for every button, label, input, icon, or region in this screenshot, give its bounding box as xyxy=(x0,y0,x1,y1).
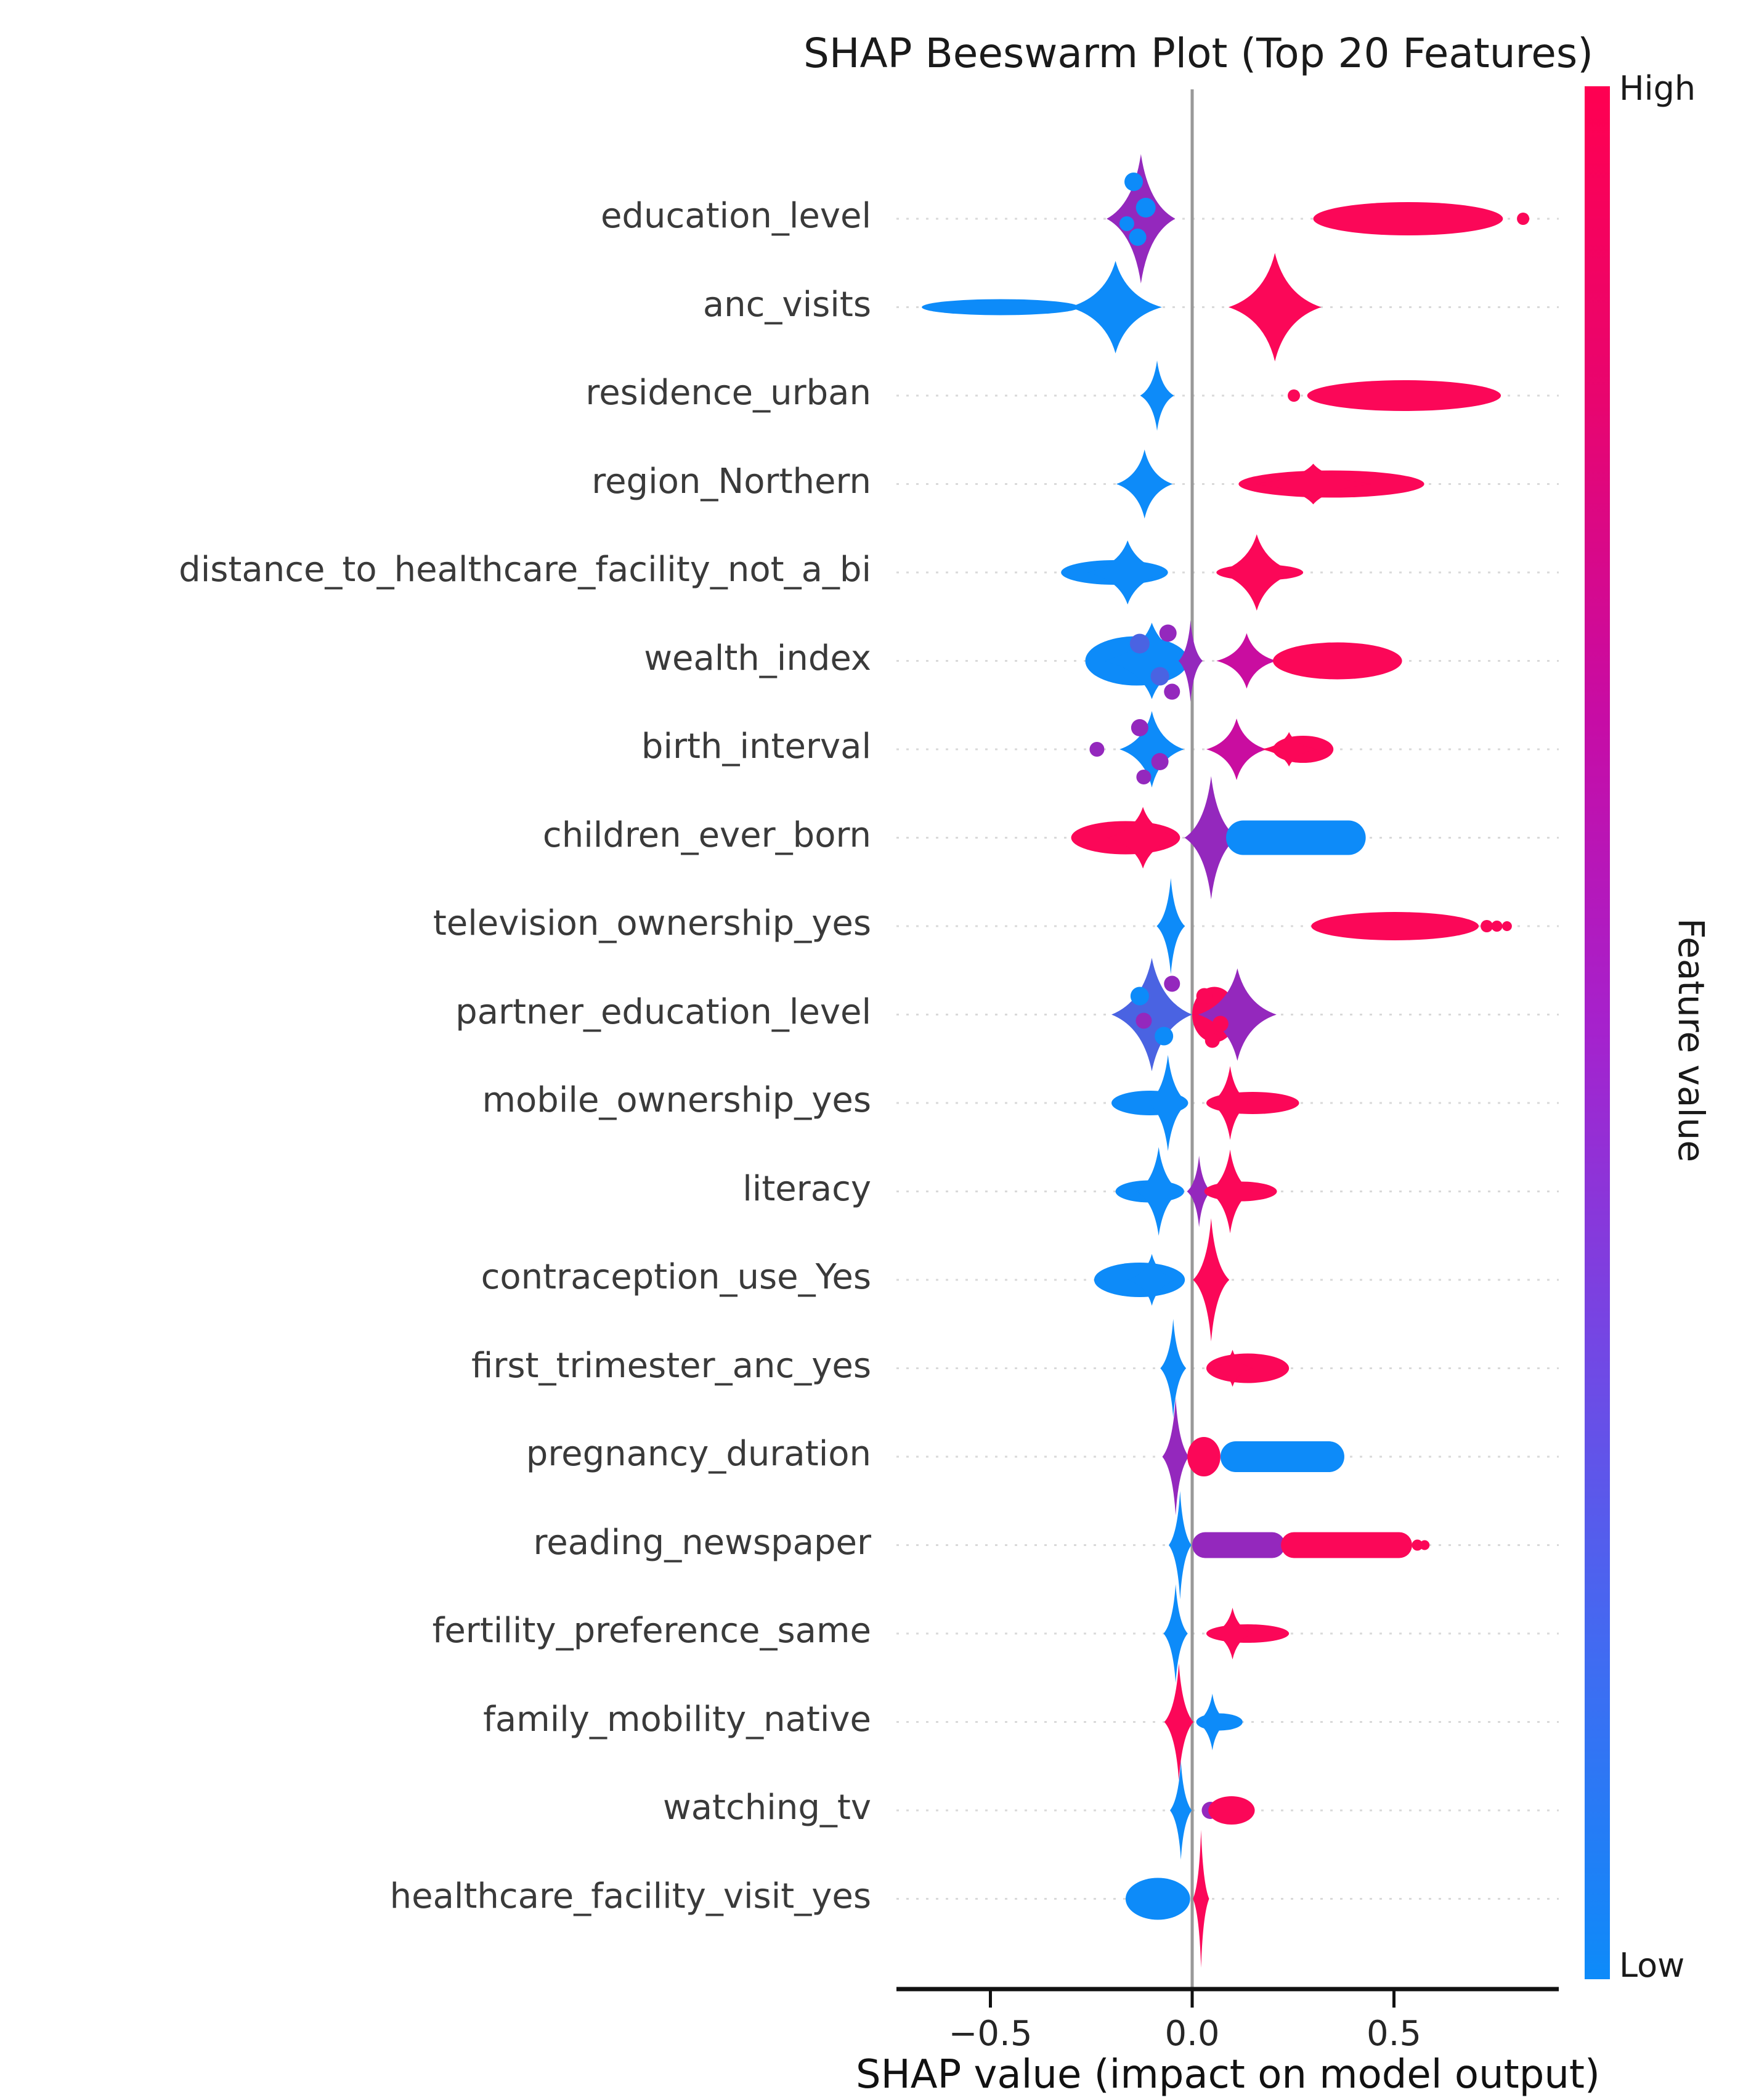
beeswarm-cluster xyxy=(1156,878,1185,974)
feature-label: contraception_use_Yes xyxy=(481,1257,871,1297)
beeswarm-point xyxy=(1164,976,1180,992)
beeswarm-point xyxy=(1481,920,1493,932)
beeswarm-cluster xyxy=(1281,1532,1412,1558)
beeswarm-cluster xyxy=(1307,380,1501,411)
beeswarm-point xyxy=(1517,213,1529,225)
beeswarm-cluster xyxy=(1107,807,1179,869)
beeswarm-cluster xyxy=(1111,958,1192,1072)
feature-label: watching_tv xyxy=(662,1788,871,1828)
beeswarm-cluster xyxy=(1226,821,1366,855)
beeswarm-cluster xyxy=(1116,450,1173,519)
beeswarm-cluster xyxy=(1213,1608,1253,1659)
beeswarm-cluster xyxy=(1311,912,1479,940)
beeswarm-cluster xyxy=(1208,1796,1254,1825)
beeswarm-cluster xyxy=(1253,464,1374,505)
feature-label: pregnancy_duration xyxy=(526,1434,871,1474)
beeswarm-cluster xyxy=(1148,1055,1188,1151)
beeswarm-point xyxy=(1136,198,1156,218)
beeswarm-cluster xyxy=(1163,1398,1189,1515)
beeswarm-cluster xyxy=(1140,360,1174,431)
x-tick-label: 0.0 xyxy=(1164,2014,1220,2054)
beeswarm-cluster xyxy=(1137,1147,1181,1236)
beeswarm-cluster xyxy=(1126,1878,1190,1920)
beeswarm-point xyxy=(1136,770,1151,784)
beeswarm-point xyxy=(1160,625,1177,642)
beeswarm-cluster xyxy=(1216,534,1297,611)
beeswarm-cluster xyxy=(1193,1830,1209,1968)
beeswarm-cluster xyxy=(1192,1532,1285,1558)
feature-label: wealth_index xyxy=(644,638,871,678)
beeswarm-cluster xyxy=(1163,1584,1187,1683)
colorbar-high-label: High xyxy=(1619,69,1696,108)
beeswarm-point xyxy=(1136,1013,1152,1029)
beeswarm-cluster xyxy=(1193,1218,1229,1341)
x-tick-label: −0.5 xyxy=(948,2014,1033,2054)
feature-label: anc_visits xyxy=(702,284,871,325)
beeswarm-cluster xyxy=(1273,643,1402,680)
feature-label: reading_newspaper xyxy=(533,1522,871,1563)
beeswarm-point xyxy=(1131,719,1148,736)
feature-label: healthcare_facility_visit_yes xyxy=(389,1876,871,1916)
feature-label: children_ever_born xyxy=(542,815,871,855)
colorbar xyxy=(1585,86,1610,1979)
beeswarm-cluster xyxy=(1229,253,1322,362)
beeswarm-point xyxy=(1089,742,1104,757)
feature-label: mobile_ownership_yes xyxy=(482,1080,871,1120)
feature-label: education_level xyxy=(600,196,871,236)
beeswarm-point xyxy=(1155,1027,1173,1046)
beeswarm-cluster xyxy=(1216,633,1277,689)
beeswarm-cluster xyxy=(1179,621,1203,702)
beeswarm-point xyxy=(1131,987,1149,1006)
beeswarm-point xyxy=(1152,753,1169,770)
beeswarm-point xyxy=(1129,229,1147,246)
beeswarm-cluster xyxy=(1164,1664,1193,1781)
feature-label: fertility_preference_same xyxy=(432,1611,871,1651)
feature-label: family_mobility_native xyxy=(483,1699,871,1740)
feature-label: region_Northern xyxy=(591,461,871,502)
beeswarm-point xyxy=(1196,988,1213,1004)
beeswarm-point xyxy=(1151,667,1169,686)
beeswarm-cluster xyxy=(1210,1066,1251,1140)
beeswarm-point xyxy=(1119,216,1134,231)
beeswarm-cluster xyxy=(1119,711,1184,788)
beeswarm-point xyxy=(1288,389,1300,402)
beeswarm-point xyxy=(1213,1016,1229,1032)
feature-label: first_trimester_anc_yes xyxy=(471,1345,871,1386)
chart-title: SHAP Beeswarm Plot (Top 20 Features) xyxy=(803,30,1593,77)
beeswarm-cluster xyxy=(1206,718,1267,780)
x-axis-label: SHAP value (impact on model output) xyxy=(856,2052,1600,2098)
beeswarm-cluster xyxy=(1208,1150,1253,1234)
beeswarm-cluster xyxy=(1160,1319,1186,1418)
beeswarm-cluster xyxy=(1221,1441,1344,1472)
beeswarm-point xyxy=(1205,1033,1220,1048)
beeswarm-cluster xyxy=(1169,1491,1192,1600)
feature-label: distance_to_healthcare_facility_not_a_bi xyxy=(179,550,871,590)
beeswarm-cluster xyxy=(1127,1254,1176,1306)
x-tick-label: 0.5 xyxy=(1366,2014,1422,2054)
beeswarm-point xyxy=(1502,921,1512,931)
beeswarm-point xyxy=(1124,173,1143,191)
beeswarm-cluster xyxy=(1314,202,1503,235)
beeswarm-cluster xyxy=(1196,1694,1229,1751)
feature-label: television_ownership_yes xyxy=(433,903,871,943)
colorbar-title: Feature value xyxy=(1670,918,1712,1163)
feature-label: literacy xyxy=(742,1168,871,1209)
beeswarm-point xyxy=(1130,634,1150,654)
beeswarm-point xyxy=(1492,921,1503,932)
beeswarm-point xyxy=(1164,684,1180,700)
feature-label: partner_education_level xyxy=(455,991,871,1032)
beeswarm-cluster xyxy=(1069,261,1162,354)
colorbar-low-label: Low xyxy=(1619,1946,1685,1985)
beeswarm-cluster xyxy=(1107,154,1175,283)
beeswarm-cluster xyxy=(1187,1437,1221,1476)
beeswarm-cluster xyxy=(922,299,1079,315)
feature-label: birth_interval xyxy=(641,726,871,767)
beeswarm-cluster xyxy=(1087,540,1168,604)
beeswarm-cluster xyxy=(1170,1761,1192,1860)
beeswarm-point xyxy=(1420,1540,1429,1550)
feature-label: residence_urban xyxy=(585,373,871,413)
